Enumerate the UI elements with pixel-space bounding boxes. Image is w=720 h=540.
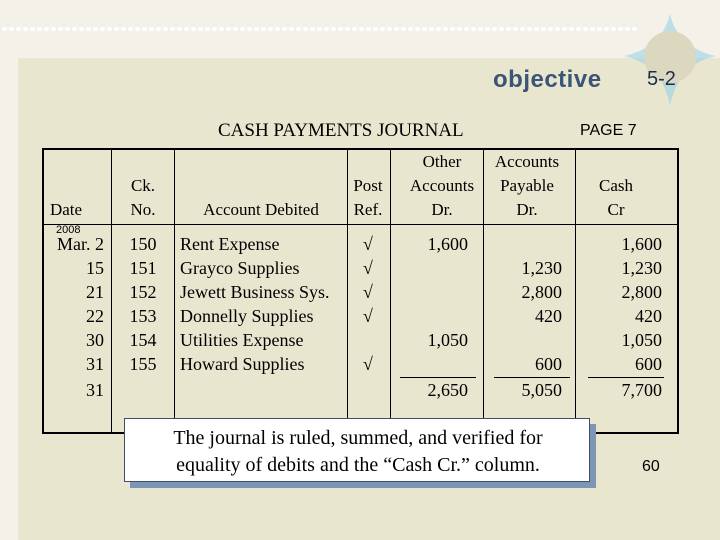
row-account: Grayco Supplies xyxy=(180,258,300,278)
star-logo-icon xyxy=(620,10,720,110)
header-bottom-rule xyxy=(42,224,678,225)
column-divider xyxy=(174,148,175,432)
row-cash-cr: 600 xyxy=(635,354,662,374)
section-badge: 5-2 xyxy=(647,68,676,90)
row-account: Howard Supplies xyxy=(180,354,305,374)
row-ck-no: 155 xyxy=(129,354,157,374)
row-cash-cr: 1,230 xyxy=(621,258,662,278)
row-ck-no: 153 xyxy=(129,306,157,326)
post-ref-check: √ xyxy=(363,258,373,278)
row-other-dr: 1,600 xyxy=(427,234,468,254)
row-ck-no: 151 xyxy=(129,258,157,278)
year-label: 2008 xyxy=(56,224,81,236)
header-account-debited: Account Debited xyxy=(203,200,319,219)
post-ref-check: √ xyxy=(363,282,373,302)
row-payable-dr: 1,230 xyxy=(521,258,562,278)
row-cash-cr: 1,600 xyxy=(621,234,662,254)
row-other-dr: 1,050 xyxy=(427,330,468,350)
header-post-ref: Post Ref. xyxy=(353,176,383,219)
row-payable-dr: 600 xyxy=(535,354,562,374)
row-account: Utilities Expense xyxy=(180,330,304,350)
table-right-border xyxy=(677,148,679,434)
journal-title: CASH PAYMENTS JOURNAL xyxy=(218,120,464,141)
post-ref-check: √ xyxy=(363,306,373,326)
row-ck-no: 152 xyxy=(129,282,157,302)
row-payable-dr: 420 xyxy=(535,306,562,326)
header-date: Date xyxy=(49,200,83,219)
row-date: 31 xyxy=(86,354,104,374)
row-ck-no: 154 xyxy=(129,330,157,350)
dotted-line-decoration xyxy=(0,24,640,34)
total-cash-cr: 7,700 xyxy=(621,380,662,400)
header-other-accounts: Other Accounts Dr. xyxy=(409,152,475,219)
row-date: 15 xyxy=(86,258,104,278)
total-payable-dr: 5,050 xyxy=(521,380,562,400)
row-cash-cr: 2,800 xyxy=(621,282,662,302)
totals-date: 31 xyxy=(86,380,104,400)
table-top-rule xyxy=(42,148,678,150)
row-date: 22 xyxy=(86,306,104,326)
header-accounts-payable: Accounts Payable Dr. xyxy=(494,152,560,219)
row-ck-no: 150 xyxy=(129,234,157,254)
row-date: 30 xyxy=(86,330,104,350)
row-account: Rent Expense xyxy=(180,234,280,254)
row-date: 21 xyxy=(86,282,104,302)
page-label: PAGE 7 xyxy=(580,122,637,139)
objective-label: objective xyxy=(493,66,602,93)
row-account: Donnelly Supplies xyxy=(180,306,314,326)
post-ref-check: √ xyxy=(363,354,373,374)
header-cash-cr: Cash Cr xyxy=(599,176,633,219)
row-cash-cr: 1,050 xyxy=(621,330,662,350)
callout-text: The journal is ruled, summed, and verified for equality of debits and the “Cash Cr.” column. xyxy=(173,427,543,476)
total-other-dr: 2,650 xyxy=(427,380,468,400)
callout-box xyxy=(124,418,590,482)
header-ck-no: Ck. No. xyxy=(130,176,156,219)
row-cash-cr: 420 xyxy=(635,306,662,326)
post-ref-check: √ xyxy=(363,234,373,254)
row-account: Jewett Business Sys. xyxy=(180,282,330,302)
slide-number: 60 xyxy=(642,458,660,475)
row-date: Mar. 2 xyxy=(57,234,104,254)
row-payable-dr: 2,800 xyxy=(521,282,562,302)
